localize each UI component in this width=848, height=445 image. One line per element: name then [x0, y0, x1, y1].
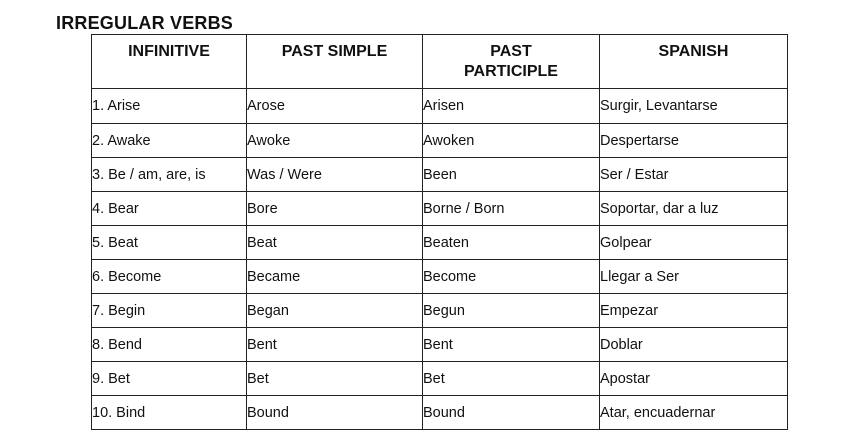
- table-row: [92, 260, 788, 294]
- irregular-verbs-table: [91, 34, 788, 430]
- cell-past-participle: Borne / Born: [423, 192, 600, 226]
- cell-infinitive: 3. Be / am, are, is: [92, 158, 247, 192]
- header-spanish: SPANISH: [600, 35, 788, 89]
- cell-infinitive: 9. Bet: [92, 362, 247, 396]
- cell-infinitive: 7. Begin: [92, 294, 247, 328]
- cell-past-participle: Arisen: [423, 89, 600, 124]
- cell-past-simple: Became: [247, 260, 423, 294]
- table-header-row: [92, 35, 788, 89]
- document-title: IRREGULAR VERBS: [56, 13, 234, 33]
- table-row: [92, 328, 788, 362]
- cell-spanish: Doblar: [600, 328, 788, 362]
- cell-past-participle: Bound: [423, 396, 600, 430]
- cell-past-participle: Been: [423, 158, 600, 192]
- cell-infinitive: 8. Bend: [92, 328, 247, 362]
- table-row: [92, 158, 788, 192]
- cell-past-simple: Bet: [247, 362, 423, 396]
- cell-spanish: Empezar: [600, 294, 788, 328]
- cell-past-simple: Began: [247, 294, 423, 328]
- cell-spanish: Despertarse: [600, 124, 788, 158]
- cell-past-participle: Become: [423, 260, 600, 294]
- cell-infinitive: 1. Arise: [92, 89, 247, 124]
- table-row: [92, 294, 788, 328]
- cell-past-participle: Awoken: [423, 124, 600, 158]
- cell-spanish: Atar, encuadernar: [600, 396, 788, 430]
- cell-past-simple: Bent: [247, 328, 423, 362]
- cell-past-simple: Was / Were: [247, 158, 423, 192]
- cell-past-simple: Bore: [247, 192, 423, 226]
- header-infinitive: INFINITIVE: [92, 35, 247, 89]
- header-past-participle-line1: PAST: [490, 43, 532, 60]
- cell-past-simple: Beat: [247, 226, 423, 260]
- cell-infinitive: 2. Awake: [92, 124, 247, 158]
- cell-past-simple: Arose: [247, 89, 423, 124]
- table-row: [92, 124, 788, 158]
- cell-spanish: Apostar: [600, 362, 788, 396]
- cell-infinitive: 5. Beat: [92, 226, 247, 260]
- cell-past-participle: Beaten: [423, 226, 600, 260]
- table-row: [92, 226, 788, 260]
- cell-past-participle: Bet: [423, 362, 600, 396]
- cell-infinitive: 10. Bind: [92, 396, 247, 430]
- cell-spanish: Llegar a Ser: [600, 260, 788, 294]
- cell-spanish: Golpear: [600, 226, 788, 260]
- cell-infinitive: 4. Bear: [92, 192, 247, 226]
- cell-past-participle: Begun: [423, 294, 600, 328]
- cell-past-simple: Bound: [247, 396, 423, 430]
- cell-spanish: Soportar, dar a luz: [600, 192, 788, 226]
- table-row: [92, 362, 788, 396]
- header-past-participle-line2: PARTICIPLE: [464, 63, 558, 80]
- table-row: [92, 192, 788, 226]
- table-row: [92, 89, 788, 124]
- table-row: [92, 396, 788, 430]
- cell-past-simple: Awoke: [247, 124, 423, 158]
- cell-spanish: Surgir, Levantarse: [600, 89, 788, 124]
- cell-past-participle: Bent: [423, 328, 600, 362]
- cell-infinitive: 6. Become: [92, 260, 247, 294]
- cell-spanish: Ser / Estar: [600, 158, 788, 192]
- header-past-participle: [423, 35, 600, 89]
- header-past-simple: PAST SIMPLE: [247, 35, 423, 89]
